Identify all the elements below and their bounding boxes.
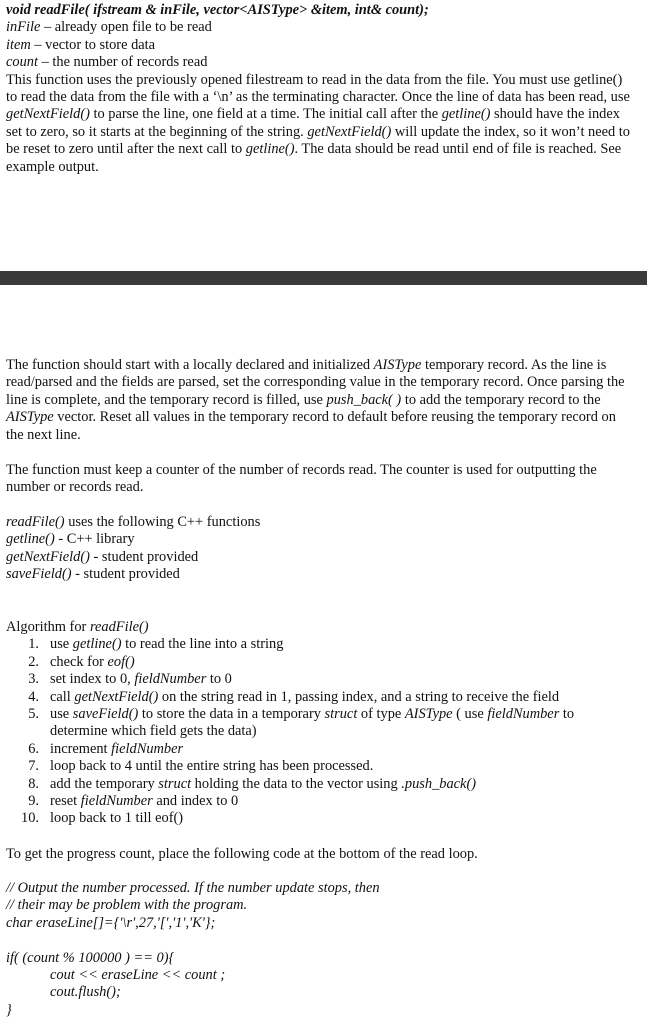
text-run: of type	[357, 706, 405, 723]
function-ref: getNextField()	[6, 106, 90, 123]
param-line	[6, 54, 635, 71]
function-ref: saveField()	[6, 566, 72, 583]
text-run: holding the data to the vector using	[191, 775, 402, 792]
step-number: 7.	[28, 758, 39, 775]
step-number: 4.	[28, 688, 39, 705]
function-header-section	[6, 2, 635, 176]
variable-ref: fieldNumber	[80, 793, 153, 810]
function-ref: readFile()	[89, 619, 149, 635]
function-ref: getNextField()	[74, 688, 159, 705]
code-line: cout.flush();	[50, 984, 121, 1001]
text-run: use	[50, 706, 73, 723]
algorithm-step	[6, 810, 635, 827]
algorithm-step	[6, 741, 635, 758]
function-ref: .push_back()	[401, 775, 477, 792]
algorithm-step	[6, 758, 635, 775]
step-number: 8.	[28, 775, 39, 792]
algorithm-steps	[6, 636, 635, 827]
algorithm-step	[6, 671, 635, 688]
function-ref: saveField()	[72, 706, 139, 723]
function-ref: readFile()	[6, 514, 65, 530]
code-line: cout << eraseLine << count ;	[50, 967, 226, 984]
text-run: loop back to 1 till eof()	[50, 810, 184, 827]
text-run: - student provided	[71, 566, 180, 583]
text-run: to add the temporary record to the	[401, 391, 601, 408]
uses-section	[6, 514, 635, 584]
param-name: inFile	[6, 19, 41, 36]
param-name: item	[6, 36, 31, 53]
function-ref: getNextField()	[307, 123, 392, 140]
text-run: vector. Reset all values in the temporary record to default before reusing the temporary record on the next line.	[6, 409, 616, 443]
algorithm-step	[6, 636, 635, 653]
progress-paragraph: To get the progress count, place the following code at the bottom of the read loop.	[6, 846, 478, 862]
function-signature: void readFile( ifstream & inFile, vector<AISType> &item, int& count);	[6, 2, 429, 18]
function-ref: getline()	[441, 106, 491, 123]
code-line: if( (count % 100000 ) == 0){	[6, 949, 175, 966]
uses-intro	[6, 514, 635, 531]
keyword-ref: struct	[158, 775, 192, 792]
counter-section	[6, 462, 635, 497]
step-number: 2.	[28, 653, 39, 670]
algorithm-step	[6, 706, 635, 741]
type-ref: AISType	[6, 409, 54, 426]
algorithm-step	[6, 776, 635, 793]
text-run: reset	[50, 793, 81, 810]
code-comment: // Output the number processed. If the number update stops, then	[6, 880, 380, 896]
step-number: 10.	[21, 810, 39, 827]
text-run: Algorithm for	[6, 619, 90, 635]
function-ref: getline()	[72, 636, 122, 653]
text-run: use	[50, 636, 73, 653]
text-run: - student provided	[89, 548, 199, 565]
text-run: set index to 0,	[50, 671, 135, 688]
text-run: loop back to 4 until the entire string has been processed.	[50, 758, 374, 775]
text-run: to 0	[206, 671, 232, 688]
counter-paragraph: The function must keep a counter of the number of records read. The counter is used for outputting the number or records read.	[6, 462, 597, 496]
step-number: 3.	[28, 671, 39, 688]
progress-section	[6, 846, 635, 863]
code-comment: // their may be problem with the program.	[6, 897, 248, 914]
text-run: call	[50, 688, 75, 705]
text-run: uses the following C++ functions	[64, 514, 261, 530]
page-divider-bar	[0, 271, 647, 285]
text-run: check for	[50, 653, 108, 670]
text-run: to store the data in a temporary	[138, 706, 325, 723]
param-desc: – already open file to be read	[40, 19, 212, 36]
text-run: on the string read in 1, passing index, and a string to receive the field	[158, 688, 560, 705]
text-run: ( use	[452, 706, 488, 723]
type-ref: AISType	[404, 706, 453, 723]
function-ref: eof()	[107, 653, 135, 670]
text-run: - C++ library	[54, 531, 135, 548]
algorithm-section	[6, 619, 635, 828]
algorithm-step	[6, 689, 635, 706]
code-spacer	[6, 932, 635, 949]
text-run: increment	[50, 740, 112, 757]
text-run: to read the line into a string	[121, 636, 284, 653]
variable-ref: fieldNumber	[111, 740, 184, 757]
code-line: char eraseLine[]={'\r',27,'[','1','K'};	[6, 914, 216, 931]
step-number: 6.	[28, 740, 39, 757]
function-ref: getNextField()	[6, 548, 90, 565]
uses-item	[6, 566, 635, 583]
variable-ref: fieldNumber	[487, 706, 560, 723]
text-run: should have the index set to zero, so it starts at the beginning of the string.	[6, 106, 620, 140]
uses-item	[6, 549, 635, 566]
text-run: and index to 0	[152, 793, 239, 810]
param-desc: – the number of records read	[37, 54, 208, 71]
param-line	[6, 37, 635, 54]
algorithm-title	[6, 619, 635, 636]
text-run: The function should start with a locally declared and initialized	[6, 357, 374, 373]
text-run: will update the index, so it won’t need to be reset to zero until after the next call to	[6, 123, 631, 158]
type-ref: AISType	[373, 357, 422, 373]
function-ref: push_back( )	[326, 391, 402, 408]
param-desc: – vector to store data	[30, 36, 156, 53]
text-run: This function uses the previously opened filestream to read in the data from the file. You must use getline() to read the data from the file with a ‘\n’ as the terminating character. Once the line of data has been read, use	[6, 71, 630, 106]
param-name: count	[6, 54, 38, 71]
keyword-ref: struct	[324, 706, 358, 723]
temp-record-section	[6, 357, 635, 444]
text-run: to parse the line, one field at a time. The initial call after the	[89, 106, 442, 123]
description-paragraph	[6, 72, 635, 176]
algorithm-step	[6, 793, 635, 810]
variable-ref: fieldNumber	[134, 671, 207, 688]
code-line: }	[6, 1001, 12, 1018]
step-number: 9.	[28, 793, 39, 810]
step-number: 5.	[28, 706, 39, 723]
uses-item	[6, 531, 635, 548]
temp-record-paragraph	[6, 357, 635, 444]
param-line	[6, 19, 635, 36]
code-block	[6, 880, 635, 1019]
text-run: to determine which field gets the data)	[50, 706, 575, 740]
text-run: temporary record. As the line is read/parsed and the fields are parsed, set the corresponding value in the temporary record. Once parsing the line is complete, and the temporary record is filled, use	[6, 357, 625, 408]
text-run: . The data should be read until end of file is reached. See example output.	[6, 141, 622, 175]
function-ref: getline()	[245, 141, 295, 158]
text-run: add the temporary	[50, 775, 159, 792]
algorithm-step	[6, 654, 635, 671]
step-number: 1.	[28, 636, 39, 653]
function-ref: getline()	[6, 531, 55, 548]
